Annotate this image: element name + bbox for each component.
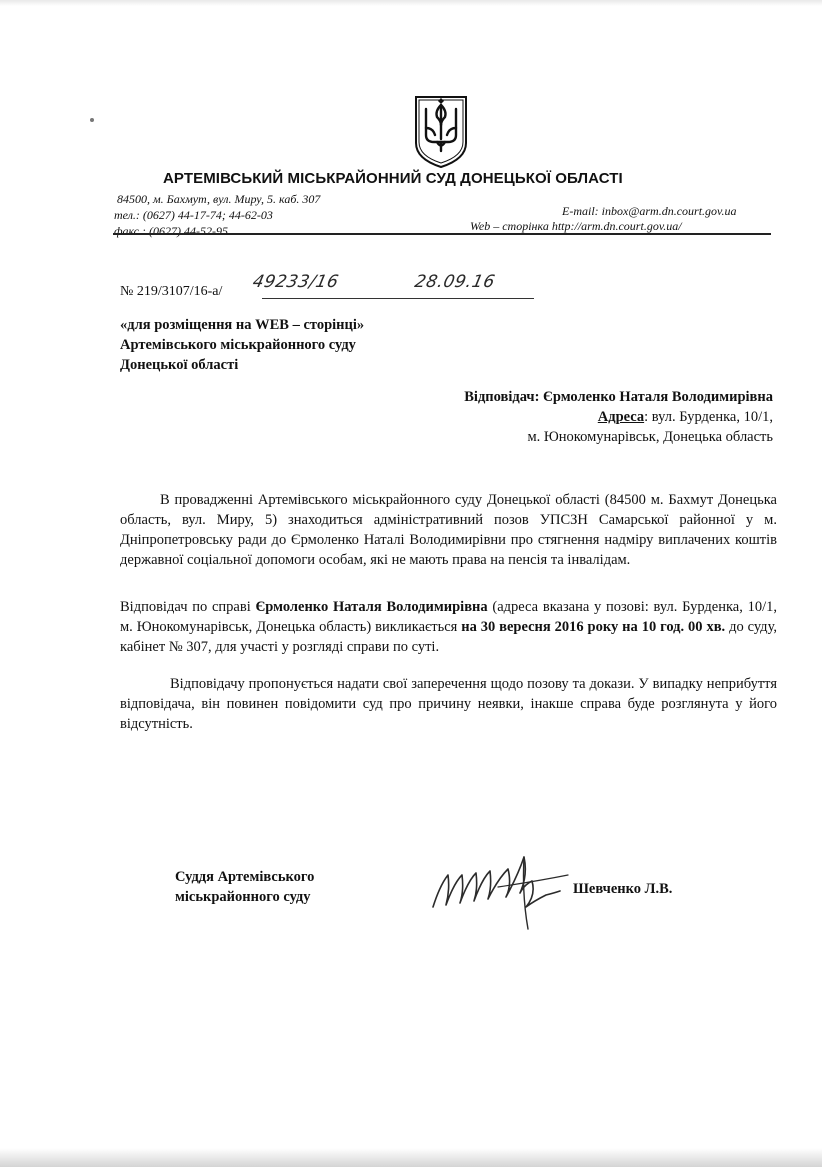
respondent-name: Відповідач: Єрмоленко Наталя Володимирівна bbox=[464, 389, 773, 405]
scan-edge-bottom bbox=[0, 1148, 822, 1167]
web-notice bbox=[120, 315, 364, 375]
header-rule bbox=[113, 233, 771, 235]
handwritten-outgoing-number: 49233/16 bbox=[250, 272, 341, 292]
respondent-name-inline: Єрмоленко Наталя Володимирівна bbox=[255, 599, 488, 615]
paragraph-case-info: В провадженні Артемівського міськрайонного суду Донецької області (84500 м. Бахмут Донецька область, вул. Миру, 5) знаходиться адміністративний позов УПСЗН Самарської районної у м. Дніпропетровську ради до Єрмоленко Наталі Володимирівни про стягнення надміру виплачених коштів державної соціальної допомоги особам, які не мають права на пенсія та інвалідам. bbox=[120, 492, 777, 568]
registration-underline bbox=[262, 298, 534, 299]
respondent-block bbox=[464, 387, 773, 447]
address-line: : вул. Бурденка, 10/1, bbox=[644, 409, 773, 425]
hearing-datetime: на 30 вересня 2016 року на 10 год. 00 хв. bbox=[461, 619, 726, 635]
paragraph-summons bbox=[120, 597, 777, 657]
respondent-address bbox=[464, 407, 773, 427]
address-label: Адреса bbox=[597, 409, 645, 425]
judge-title bbox=[175, 867, 314, 907]
registration-number: № 219/3107/16-а/ bbox=[120, 284, 223, 299]
judge-title-line: Суддя Артемівського bbox=[175, 869, 315, 885]
court-fax: факс.: (0627) 44-52-95. bbox=[114, 224, 231, 238]
web-notice-line: «для розміщення на WEB – сторінці» bbox=[120, 317, 365, 333]
summons-text: Відповідач по справі bbox=[120, 599, 256, 615]
court-phone: тел.: (0627) 44-17-74; 44-62-03 bbox=[114, 208, 273, 222]
judge-title-line: міськрайонного суду bbox=[175, 889, 311, 905]
summons-text: до суду, кабінет № 307, для участі у розгляді справи по суті. bbox=[120, 619, 777, 655]
scan-speck bbox=[90, 118, 94, 122]
court-address: 84500, м. Бахмут, вул. Миру, 5. каб. 307 bbox=[117, 192, 321, 206]
handwritten-date: 28.09.16 bbox=[412, 272, 497, 292]
judge-signature bbox=[428, 845, 588, 935]
judge-name: Шевченко Л.В. bbox=[573, 881, 673, 897]
court-website: Web – сторінка http://arm.dn.court.gov.ua/ bbox=[470, 219, 682, 233]
address-city: м. Юнокомунарівськ, Донецька область bbox=[527, 429, 773, 445]
paragraph-instructions: Відповідачу пропонується надати свої заперечення щодо позову та докази. У випадку неприбуття відповідача, він повинен повідомити суд про причину неявки, інакше справа буде розглянута у його відсутність. bbox=[120, 676, 777, 732]
ukraine-trident-emblem-icon bbox=[413, 95, 469, 169]
web-notice-line: Донецької області bbox=[120, 357, 239, 373]
court-email: E-mail: inbox@arm.dn.court.gov.ua bbox=[562, 204, 737, 218]
web-notice-line: Артемівського міськрайонного суду bbox=[120, 337, 356, 353]
summons-text: (адреса вказана у позові: вул. Бурденка, 10/1, м. Юнокомунарівськ, Донецька область) викликається bbox=[120, 599, 777, 635]
scan-edge-top bbox=[0, 0, 822, 6]
court-name: АРТЕМІВСЬКИЙ МІСЬКРАЙОННИЙ СУД ДОНЕЦЬКОЇ ОБЛАСТІ bbox=[163, 170, 623, 187]
